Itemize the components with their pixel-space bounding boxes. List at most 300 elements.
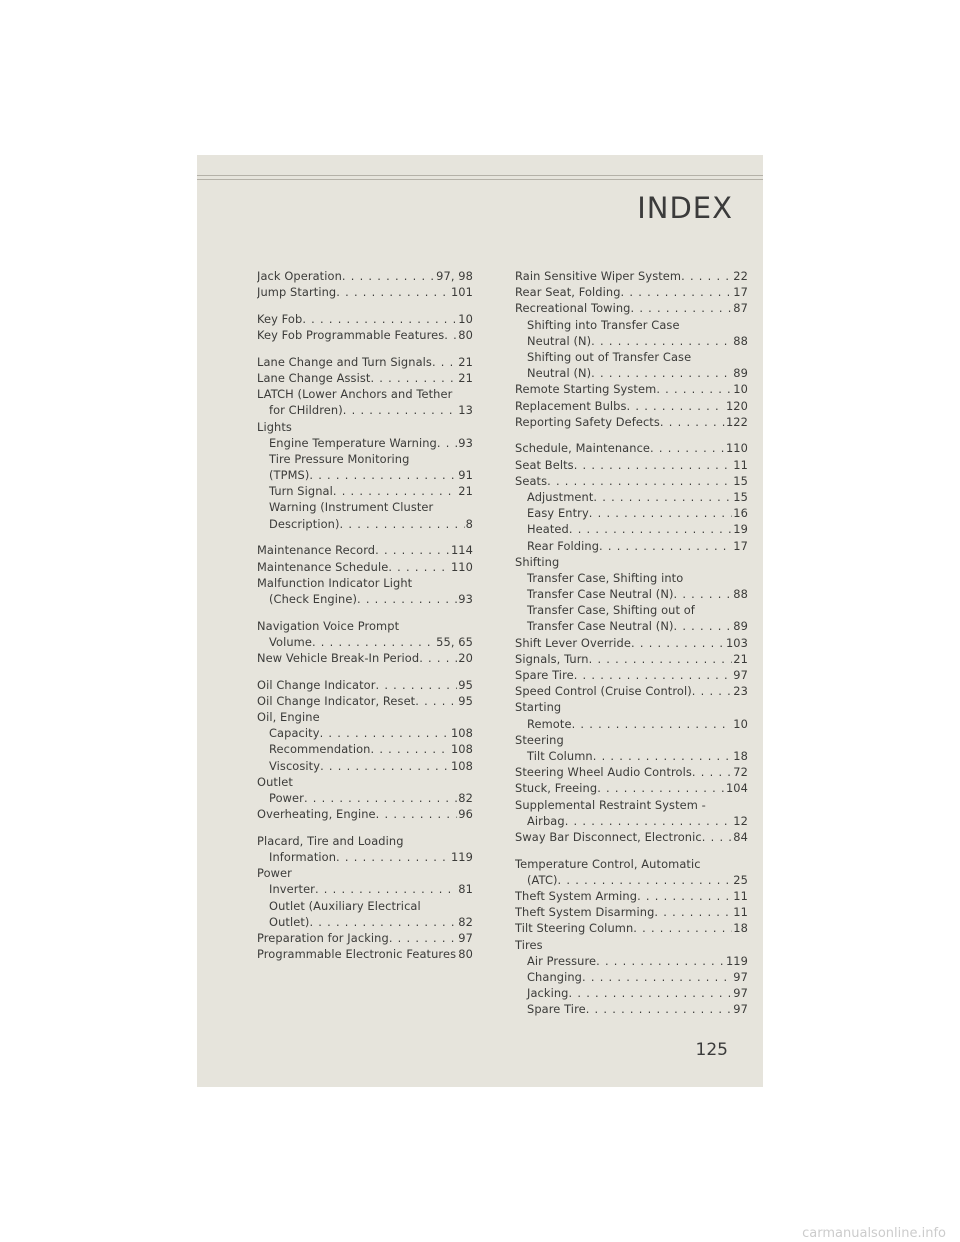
index-entry-label: Volume xyxy=(269,634,312,649)
index-entry xyxy=(515,268,748,284)
index-entry-label: Reporting Safety Defects xyxy=(515,414,660,429)
dot-leader xyxy=(304,790,457,806)
index-entry-label: Placard, Tire and Loading xyxy=(257,833,404,848)
index-entry-label: Neutral (N) xyxy=(527,366,592,381)
index-entry xyxy=(257,618,473,634)
dot-leader xyxy=(371,741,450,757)
dot-leader xyxy=(375,542,450,558)
index-entry-label: Replacement Bulbs xyxy=(515,398,627,413)
index-entry-page: 18 xyxy=(733,748,748,763)
index-entry-page: 103 xyxy=(725,635,748,650)
index-entry-label: Remote Starting System xyxy=(515,382,657,397)
index-entry-page: 84 xyxy=(733,829,748,844)
index-entry-label: Outlet) xyxy=(269,914,310,929)
index-entry xyxy=(515,317,748,333)
index-entry-page: 88 xyxy=(733,333,748,348)
dot-leader xyxy=(633,920,732,936)
dot-leader xyxy=(444,327,457,343)
index-entry-label: Oil Change Indicator xyxy=(257,677,376,692)
index-entry xyxy=(515,813,748,829)
section-title: INDEX xyxy=(637,191,733,225)
dot-leader xyxy=(593,489,732,505)
index-entry-page: 15 xyxy=(733,473,748,488)
index-entry-label: Starting xyxy=(515,700,562,715)
index-entry-label: Transfer Case, Shifting out of xyxy=(527,603,695,618)
index-entry-label: for CHildren) xyxy=(269,403,343,418)
index-entry xyxy=(257,849,473,865)
index-entry-page: 110 xyxy=(725,441,748,456)
index-entry xyxy=(257,774,473,790)
index-entry-page: 80 xyxy=(458,328,473,343)
dot-leader xyxy=(692,683,733,699)
index-entry-label: Jump Starting xyxy=(257,285,337,300)
dot-leader xyxy=(660,414,725,430)
index-entry-page: 95 xyxy=(458,677,473,692)
index-entry-page: 23 xyxy=(733,684,748,699)
index-entry-label: Viscosity xyxy=(269,758,321,773)
index-entry xyxy=(257,709,473,725)
dot-leader xyxy=(631,300,733,316)
index-entry-label: Theft System Disarming xyxy=(515,905,655,920)
dot-leader xyxy=(320,758,450,774)
index-entry-page: 119 xyxy=(725,953,748,968)
index-entry xyxy=(515,683,748,699)
index-entry xyxy=(515,920,748,936)
index-entry-label: Power xyxy=(269,790,304,805)
index-entry xyxy=(257,311,473,327)
dot-leader xyxy=(415,693,457,709)
index-entry xyxy=(515,538,748,554)
index-entry-page: 81 xyxy=(458,882,473,897)
index-entry-label: Transfer Case, Shifting into xyxy=(527,570,684,585)
index-entry-page: 21 xyxy=(458,370,473,385)
index-entry xyxy=(257,693,473,709)
dot-leader xyxy=(656,381,732,397)
index-entry-page: 22 xyxy=(733,269,748,283)
index-entry xyxy=(257,806,473,822)
dot-leader xyxy=(388,559,450,575)
index-entry-label: Recommendation xyxy=(269,742,371,757)
index-entry xyxy=(257,575,473,591)
dot-leader xyxy=(312,634,435,650)
index-entry xyxy=(515,635,748,651)
index-entry-label: Sway Bar Disconnect, Electronic xyxy=(515,829,702,844)
index-entry-label: Rear Folding xyxy=(527,538,600,553)
index-entry xyxy=(515,1001,748,1017)
index-entry-page: 55, 65 xyxy=(436,634,473,649)
index-entry-label: Inverter xyxy=(269,882,315,897)
index-entry-label: Schedule, Maintenance xyxy=(515,441,651,456)
index-entry-page: 10 xyxy=(733,382,748,397)
index-entry-page: 16 xyxy=(733,506,748,521)
index-entry xyxy=(257,790,473,806)
index-entry xyxy=(515,365,748,381)
index-entry-page: 17 xyxy=(733,285,748,300)
index-entry-page: 93 xyxy=(458,435,473,450)
index-entry xyxy=(257,499,473,515)
dot-leader xyxy=(315,881,457,897)
index-entry-label: Key Fob xyxy=(257,311,303,326)
index-entry xyxy=(257,402,473,418)
dot-leader xyxy=(309,914,457,930)
index-entry-label: (Check Engine) xyxy=(269,591,357,606)
index-entry xyxy=(515,797,748,813)
index-entry xyxy=(257,435,473,451)
dot-leader xyxy=(589,505,733,521)
index-entry-page: 87 xyxy=(733,301,748,316)
index-entry xyxy=(257,467,473,483)
index-entry-label: Description) xyxy=(269,516,340,531)
index-entry-label: Rear Seat, Folding xyxy=(515,285,621,300)
header-rule-bottom xyxy=(197,179,763,180)
index-entry-page: 80 xyxy=(458,947,473,962)
dot-leader xyxy=(309,467,457,483)
index-entry-page: 120 xyxy=(725,398,748,413)
index-entry xyxy=(515,570,748,586)
dot-leader xyxy=(572,716,733,732)
index-entry xyxy=(257,650,473,666)
dot-leader xyxy=(637,888,732,904)
index-entry xyxy=(515,748,748,764)
dot-leader xyxy=(569,985,733,1001)
dot-leader xyxy=(389,930,457,946)
index-entry-label: Shift Lever Override xyxy=(515,635,632,650)
index-entry-page: 104 xyxy=(725,781,748,796)
index-entry-page: 114 xyxy=(450,543,473,558)
index-entry xyxy=(257,268,473,284)
dot-leader xyxy=(320,725,450,741)
index-entry-label: Shifting into Transfer Case xyxy=(527,317,680,332)
dot-leader xyxy=(376,806,458,822)
index-entry xyxy=(515,699,748,715)
index-entry-label: Malfunction Indicator Light xyxy=(257,575,413,590)
index-entry xyxy=(515,333,748,349)
index-entry-page: 119 xyxy=(450,850,473,864)
dot-leader xyxy=(589,651,733,667)
dot-leader xyxy=(702,829,733,845)
index-entry xyxy=(257,930,473,946)
index-entry xyxy=(257,677,473,693)
index-entry xyxy=(515,284,748,300)
index-entry xyxy=(257,483,473,499)
index-entry-label: Information xyxy=(269,850,337,864)
dot-leader xyxy=(333,483,457,499)
index-entry xyxy=(515,764,748,780)
index-entry xyxy=(257,284,473,300)
index-entry-label: New Vehicle Break-In Period xyxy=(257,650,420,665)
index-entry-page: 19 xyxy=(733,522,748,537)
dot-leader xyxy=(370,370,457,386)
index-entry xyxy=(515,618,748,634)
index-entry-label: Seat Belts xyxy=(515,457,574,472)
index-entry-label: Easy Entry xyxy=(527,506,589,521)
index-entry xyxy=(257,386,473,402)
index-entry-label: (ATC) xyxy=(527,872,558,887)
index-entry-page: 72 xyxy=(733,765,748,780)
dot-leader xyxy=(591,365,732,381)
index-entry-label: Lane Change Assist xyxy=(257,370,371,385)
index-entry-page: 8 xyxy=(465,516,473,531)
index-entry-page: 89 xyxy=(733,366,748,381)
index-entry-page: 21 xyxy=(733,651,748,666)
dot-leader xyxy=(340,516,465,532)
index-entry-page: 25 xyxy=(733,872,748,887)
dot-leader xyxy=(302,311,457,327)
index-entry xyxy=(515,586,748,602)
index-entry xyxy=(515,300,748,316)
index-entry-label: Tilt Steering Column xyxy=(515,921,634,936)
dot-leader xyxy=(437,435,457,451)
index-entry-label: Programmable Electronic Features xyxy=(257,947,457,962)
index-entry xyxy=(515,856,748,872)
watermark: carmanualsonline.info xyxy=(802,1226,946,1241)
index-entry-label: Airbag xyxy=(527,813,565,828)
index-entry-label: Shifting xyxy=(515,554,560,569)
index-entry xyxy=(515,904,748,920)
index-entry xyxy=(515,872,748,888)
index-entry-page: 12 xyxy=(733,813,748,828)
index-entry-label: Power xyxy=(257,866,292,881)
dot-leader xyxy=(375,677,457,693)
index-entry-page: 122 xyxy=(725,414,748,429)
index-entry-label: Outlet xyxy=(257,774,293,789)
index-entry-label: Seats xyxy=(515,473,548,488)
index-entry-label: Changing xyxy=(527,969,583,984)
index-entry xyxy=(257,327,473,343)
index-entry-page: 97 xyxy=(733,668,748,682)
index-entry xyxy=(515,953,748,969)
index-entry-page: 97 xyxy=(733,986,748,1001)
index-entry-page: 97 xyxy=(733,1002,748,1017)
index-entry-label: Neutral (N) xyxy=(527,333,592,348)
index-entry-label: Engine Temperature Warning xyxy=(269,435,437,450)
index-entry xyxy=(257,591,473,607)
index-column-left xyxy=(257,268,473,962)
dot-leader xyxy=(586,1001,733,1017)
dot-leader xyxy=(597,780,725,796)
index-entry xyxy=(515,829,748,845)
index-entry-label: Tire Pressure Monitoring xyxy=(269,451,410,466)
index-entry-label: Jack Operation xyxy=(257,269,342,283)
index-entry-page: 97 xyxy=(458,930,473,945)
index-entry xyxy=(515,732,748,748)
index-entry-page: 108 xyxy=(450,742,473,757)
index-entry xyxy=(515,937,748,953)
dot-leader xyxy=(336,849,450,865)
page-number: 125 xyxy=(695,1040,728,1060)
index-entry-label: Outlet (Auxiliary Electrical xyxy=(269,898,421,913)
index-entry xyxy=(257,370,473,386)
index-entry xyxy=(515,554,748,570)
dot-leader xyxy=(582,969,732,985)
index-entry-label: Tilt Column xyxy=(527,748,593,763)
index-entry xyxy=(257,946,473,962)
index-entry-page: 10 xyxy=(733,716,748,731)
index-entry-page: 88 xyxy=(733,587,748,602)
index-entry-label: Key Fob Programmable Features xyxy=(257,328,445,343)
index-entry-label: Stuck, Freeing xyxy=(515,781,598,796)
index-entry-page: 10 xyxy=(458,311,473,326)
dot-leader xyxy=(574,667,733,683)
index-entry-label: Capacity xyxy=(269,726,320,741)
dot-leader xyxy=(591,333,732,349)
index-entry xyxy=(257,725,473,741)
index-entry xyxy=(257,634,473,650)
index-entry xyxy=(257,741,473,757)
dot-leader xyxy=(681,268,732,284)
index-entry xyxy=(257,516,473,532)
index-entry-label: Temperature Control, Automatic xyxy=(515,856,701,871)
dot-leader xyxy=(627,398,725,414)
index-entry-page: 108 xyxy=(450,726,473,741)
dot-leader xyxy=(336,284,450,300)
dot-leader xyxy=(692,764,732,780)
index-entry xyxy=(515,667,748,683)
dot-leader xyxy=(621,284,733,300)
index-entry xyxy=(515,398,748,414)
dot-leader xyxy=(674,586,733,602)
index-entry xyxy=(257,758,473,774)
dot-leader xyxy=(674,618,733,634)
index-entry-page: 82 xyxy=(458,790,473,805)
dot-leader xyxy=(593,748,733,764)
dot-leader xyxy=(558,872,733,888)
index-entry xyxy=(257,833,473,849)
index-entry-page: 95 xyxy=(458,693,473,708)
dot-leader xyxy=(357,591,457,607)
index-entry-label: Preparation for Jacking xyxy=(257,930,389,945)
index-entry xyxy=(515,489,748,505)
dot-leader xyxy=(342,268,435,284)
index-entry xyxy=(515,651,748,667)
index-entry xyxy=(257,542,473,558)
index-entry xyxy=(515,457,748,473)
index-column-right xyxy=(515,268,748,1017)
header-rule-top xyxy=(197,175,763,176)
index-entry-label: Recreational Towing xyxy=(515,301,631,316)
index-entry xyxy=(515,888,748,904)
index-entry-label: Adjustment xyxy=(527,489,594,504)
dot-leader xyxy=(574,457,733,473)
index-entry-label: Navigation Voice Prompt xyxy=(257,618,400,633)
index-entry-label: Shifting out of Transfer Case xyxy=(527,349,692,364)
index-entry-page: 110 xyxy=(450,559,473,574)
index-entry-label: Air Pressure xyxy=(527,953,597,968)
index-entry-label: Oil, Engine xyxy=(257,710,320,724)
index-entry xyxy=(515,414,748,430)
index-entry-page: 20 xyxy=(458,650,473,665)
index-entry-page: 97 xyxy=(733,969,748,984)
index-entry-label: Lane Change and Turn Signals xyxy=(257,354,432,369)
dot-leader xyxy=(650,440,725,456)
index-entry-page: 89 xyxy=(733,619,748,634)
index-entry xyxy=(515,349,748,365)
index-entry-label: Supplemental Restraint System - xyxy=(515,797,706,812)
index-entry-label: Jacking xyxy=(527,986,569,1001)
index-entry xyxy=(515,985,748,1001)
index-entry-label: Remote xyxy=(527,716,572,731)
index-entry xyxy=(515,440,748,456)
index-entry-label: Transfer Case Neutral (N) xyxy=(527,619,674,634)
index-entry-page: 11 xyxy=(733,905,748,920)
index-entry-label: Oil Change Indicator, Reset xyxy=(257,693,416,708)
dot-leader xyxy=(343,402,458,418)
index-entry-label: Speed Control (Cruise Control) xyxy=(515,684,692,699)
index-entry xyxy=(257,419,473,435)
index-entry-label: Heated xyxy=(527,522,569,537)
index-entry-label: Spare Tire xyxy=(515,668,574,682)
index-entry-label: Warning (Instrument Cluster xyxy=(269,500,434,515)
index-entry-page: 96 xyxy=(458,807,473,822)
dot-leader xyxy=(596,953,725,969)
index-entry-page: 18 xyxy=(733,921,748,936)
index-entry-label: Lights xyxy=(257,419,292,434)
index-entry xyxy=(515,602,748,618)
index-entry-page: 91 xyxy=(458,468,473,483)
dot-leader xyxy=(547,473,732,489)
index-entry-label: Maintenance Record xyxy=(257,543,376,558)
dot-leader xyxy=(569,521,732,537)
index-entry-label: Maintenance Schedule xyxy=(257,559,389,574)
index-entry-page: 108 xyxy=(450,758,473,773)
dot-leader xyxy=(654,904,732,920)
index-entry xyxy=(257,354,473,370)
index-entry xyxy=(515,716,748,732)
index-entry-label: Signals, Turn xyxy=(515,651,589,666)
index-entry-label: Rain Sensitive Wiper System xyxy=(515,269,682,283)
index-entry xyxy=(515,381,748,397)
index-entry-label: Overheating, Engine xyxy=(257,807,376,822)
index-entry-page: 11 xyxy=(733,457,748,472)
index-entry-page: 11 xyxy=(733,888,748,903)
index-entry xyxy=(257,914,473,930)
index-entry xyxy=(515,505,748,521)
index-entry xyxy=(257,898,473,914)
index-entry xyxy=(257,451,473,467)
index-entry-label: (TPMS) xyxy=(269,468,310,483)
index-entry-page: 97, 98 xyxy=(436,269,473,283)
dot-leader xyxy=(599,538,732,554)
index-entry-label: Transfer Case Neutral (N) xyxy=(527,587,674,602)
dot-leader xyxy=(432,354,457,370)
index-entry-page: 93 xyxy=(458,591,473,606)
index-entry xyxy=(257,881,473,897)
index-entry xyxy=(257,559,473,575)
index-entry xyxy=(515,969,748,985)
index-entry xyxy=(515,780,748,796)
index-entry-page: 17 xyxy=(733,538,748,553)
index-entry-label: Tires xyxy=(515,937,543,952)
index-entry-label: Turn Signal xyxy=(269,484,333,499)
index-entry xyxy=(515,521,748,537)
dot-leader xyxy=(631,635,725,651)
index-entry-page: 101 xyxy=(450,285,473,300)
index-entry xyxy=(257,865,473,881)
index-entry-label: Spare Tire xyxy=(527,1002,586,1017)
index-entry-page: 21 xyxy=(458,484,473,499)
index-entry-page: 15 xyxy=(733,489,748,504)
dot-leader xyxy=(565,813,733,829)
index-entry-page: 13 xyxy=(458,403,473,418)
manual-page xyxy=(197,155,763,1087)
index-entry-label: Theft System Arming xyxy=(515,888,638,903)
index-entry-label: Steering Wheel Audio Controls xyxy=(515,765,692,780)
index-entry-page: 82 xyxy=(458,914,473,929)
index-entry-page: 21 xyxy=(458,354,473,369)
index-entry-label: Steering xyxy=(515,732,564,747)
index-entry xyxy=(515,473,748,489)
dot-leader xyxy=(419,650,457,666)
